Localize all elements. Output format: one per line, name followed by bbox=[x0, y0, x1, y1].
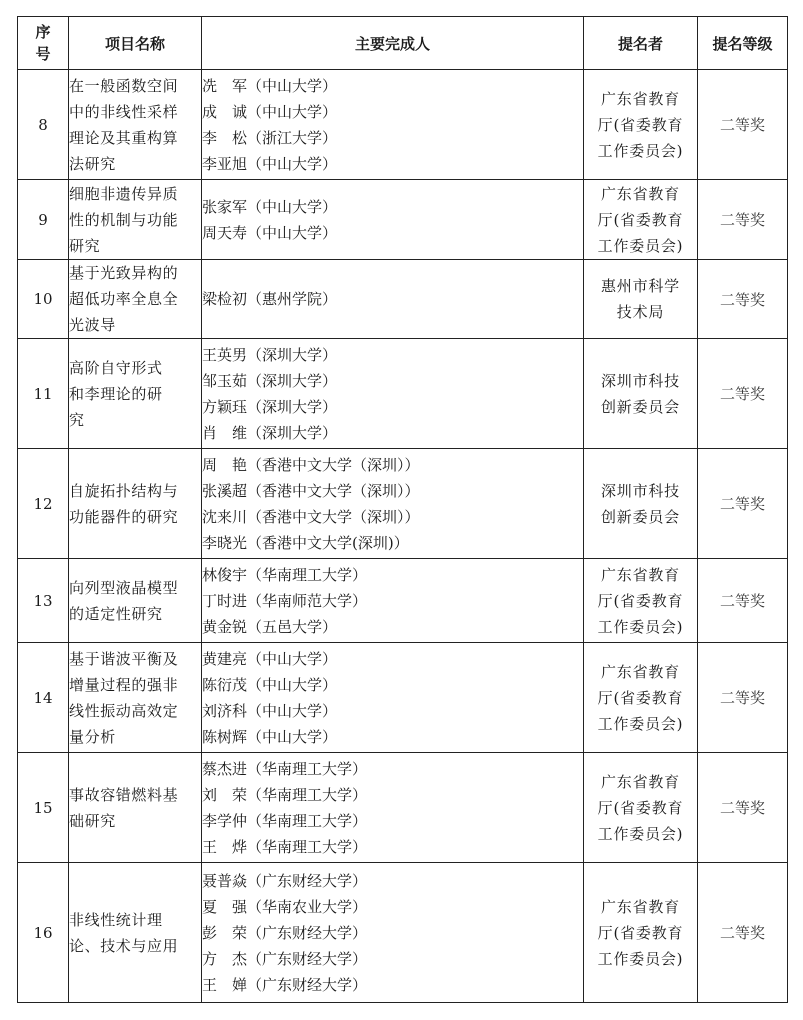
completers-cell bbox=[202, 643, 584, 753]
header-nominator: 提名者 bbox=[584, 17, 698, 70]
table-header bbox=[18, 17, 788, 70]
header-row bbox=[18, 17, 788, 70]
row-index: 11 bbox=[18, 339, 69, 449]
completers-cell bbox=[202, 70, 584, 180]
completer-name: 李亚旭（中山大学） bbox=[202, 154, 338, 173]
completers-cell bbox=[202, 449, 584, 559]
project-title-cell bbox=[69, 753, 202, 863]
project-title: 自旋拓扑结构与功能器件的研究 bbox=[69, 481, 179, 526]
completer-name: 李晓光（香港中文大学(深圳)） bbox=[202, 533, 409, 552]
award-level: 二等奖 bbox=[698, 260, 788, 339]
row-index: 13 bbox=[18, 559, 69, 643]
table-row-9 bbox=[18, 180, 788, 260]
nominator-cell bbox=[584, 863, 698, 1003]
project-title: 基于谐波平衡及增量过程的强非线性振动高效定量分析 bbox=[69, 649, 179, 746]
project-title-cell bbox=[69, 339, 202, 449]
table-row-15 bbox=[18, 753, 788, 863]
row-index: 12 bbox=[18, 449, 69, 559]
table-row-8 bbox=[18, 70, 788, 180]
table-row-11 bbox=[18, 339, 788, 449]
header-index: 序号 bbox=[18, 17, 69, 70]
row-index: 16 bbox=[18, 863, 69, 1003]
award-level: 二等奖 bbox=[698, 339, 788, 449]
nominator-cell bbox=[584, 339, 698, 449]
row-index: 8 bbox=[18, 70, 69, 180]
nominator-cell bbox=[584, 643, 698, 753]
project-title-cell bbox=[69, 70, 202, 180]
completer-name: 方 杰（广东财经大学） bbox=[202, 949, 368, 968]
nominator: 广东省教育厅(省委教育工作委员会) bbox=[597, 565, 684, 636]
row-index: 10 bbox=[18, 260, 69, 339]
project-title-cell bbox=[69, 863, 202, 1003]
project-title-cell bbox=[69, 260, 202, 339]
completer-name: 周 艳（香港中文大学（深圳）） bbox=[202, 455, 420, 474]
header-completers: 主要完成人 bbox=[202, 17, 584, 70]
award-level: 二等奖 bbox=[698, 753, 788, 863]
nominator: 深圳市科技创新委员会 bbox=[600, 481, 680, 526]
completer-name: 肖 维（深圳大学） bbox=[202, 423, 338, 442]
completer-name: 李 松（浙江大学） bbox=[202, 128, 338, 147]
completer-name: 刘 荣（华南理工大学） bbox=[202, 785, 368, 804]
header-project-name: 项目名称 bbox=[69, 17, 202, 70]
completer-name: 周天寿（中山大学） bbox=[202, 223, 338, 242]
table-row-14 bbox=[18, 643, 788, 753]
table-row-10 bbox=[18, 260, 788, 339]
completers-cell bbox=[202, 753, 584, 863]
project-title: 基于光致异构的超低功率全息全光波导 bbox=[69, 264, 179, 334]
completer-name: 沈来川（香港中文大学（深圳）） bbox=[202, 507, 420, 526]
award-level: 二等奖 bbox=[698, 449, 788, 559]
award-level: 二等奖 bbox=[698, 559, 788, 643]
nominator-cell bbox=[584, 70, 698, 180]
completers-cell bbox=[202, 180, 584, 260]
nominator: 广东省教育厅(省委教育工作委员会) bbox=[597, 897, 684, 968]
project-title-cell bbox=[69, 643, 202, 753]
completer-name: 冼 军（中山大学） bbox=[202, 76, 338, 95]
award-level: 二等奖 bbox=[698, 180, 788, 260]
nominator-cell bbox=[584, 180, 698, 260]
completers-cell bbox=[202, 559, 584, 643]
row-index: 15 bbox=[18, 753, 69, 863]
project-title: 高阶自守形式和李理论的研究 bbox=[69, 358, 163, 429]
completer-name: 刘济科（中山大学） bbox=[202, 701, 338, 720]
project-title: 非线性统计理论、技术与应用 bbox=[69, 910, 179, 955]
completer-name: 黄金锐（五邑大学） bbox=[202, 617, 338, 636]
completer-name: 王 烨（华南理工大学） bbox=[202, 837, 368, 856]
nominator: 广东省教育厅(省委教育工作委员会) bbox=[597, 184, 684, 255]
completer-name: 林俊宇（华南理工大学） bbox=[202, 565, 368, 584]
completers-cell bbox=[202, 863, 584, 1003]
completer-name: 彭 荣（广东财经大学） bbox=[202, 923, 368, 942]
project-title-cell bbox=[69, 559, 202, 643]
award-table bbox=[17, 16, 788, 1003]
completer-name: 张溪超（香港中文大学（深圳）） bbox=[202, 481, 420, 500]
table-row-13 bbox=[18, 559, 788, 643]
completer-name: 陈衍茂（中山大学） bbox=[202, 675, 338, 694]
nominator-cell bbox=[584, 753, 698, 863]
nominator: 深圳市科技创新委员会 bbox=[600, 371, 680, 416]
completer-name: 张家军（中山大学） bbox=[202, 197, 338, 216]
table-row-16 bbox=[18, 863, 788, 1003]
award-level: 二等奖 bbox=[698, 863, 788, 1003]
completer-name: 王英男（深圳大学） bbox=[202, 345, 338, 364]
nominator: 惠州市科学技术局 bbox=[600, 277, 680, 321]
award-level: 二等奖 bbox=[698, 643, 788, 753]
project-title: 向列型液晶模型的适定性研究 bbox=[69, 578, 179, 623]
completers-cell bbox=[202, 339, 584, 449]
nominator: 广东省教育厅(省委教育工作委员会) bbox=[597, 772, 684, 843]
completer-name: 王 婵（广东财经大学） bbox=[202, 975, 368, 994]
nominator: 广东省教育厅(省委教育工作委员会) bbox=[597, 89, 684, 160]
completer-name: 成 诚（中山大学） bbox=[202, 102, 338, 121]
completer-name: 聂普焱（广东财经大学） bbox=[202, 871, 368, 890]
table-row-12 bbox=[18, 449, 788, 559]
project-title: 细胞非遗传异质性的机制与功能研究 bbox=[69, 184, 179, 255]
completers-cell bbox=[202, 260, 584, 339]
nominator-cell bbox=[584, 260, 698, 339]
completer-name: 夏 强（华南农业大学） bbox=[202, 897, 368, 916]
row-index: 9 bbox=[18, 180, 69, 260]
nominator-cell bbox=[584, 449, 698, 559]
row-index: 14 bbox=[18, 643, 69, 753]
project-title-cell bbox=[69, 449, 202, 559]
project-title: 事故容错燃料基础研究 bbox=[69, 785, 179, 830]
completer-name: 黄建亮（中山大学） bbox=[202, 649, 338, 668]
nominator-cell bbox=[584, 559, 698, 643]
completer-name: 邹玉茹（深圳大学） bbox=[202, 371, 338, 390]
header-level: 提名等级 bbox=[698, 17, 788, 70]
table-body bbox=[18, 70, 788, 1003]
nominator: 广东省教育厅(省委教育工作委员会) bbox=[597, 662, 684, 733]
completer-name: 蔡杰进（华南理工大学） bbox=[202, 759, 368, 778]
completer-name: 方颖珏（深圳大学） bbox=[202, 397, 338, 416]
project-title: 在一般函数空间中的非线性采样理论及其重构算法研究 bbox=[69, 76, 179, 173]
completer-name: 李学仲（华南理工大学） bbox=[202, 811, 368, 830]
completer-name: 丁时进（华南师范大学） bbox=[202, 591, 368, 610]
completer-name: 梁检初（惠州学院） bbox=[202, 290, 338, 308]
completer-name: 陈树辉（中山大学） bbox=[202, 727, 338, 746]
award-level: 二等奖 bbox=[698, 70, 788, 180]
project-title-cell bbox=[69, 180, 202, 260]
